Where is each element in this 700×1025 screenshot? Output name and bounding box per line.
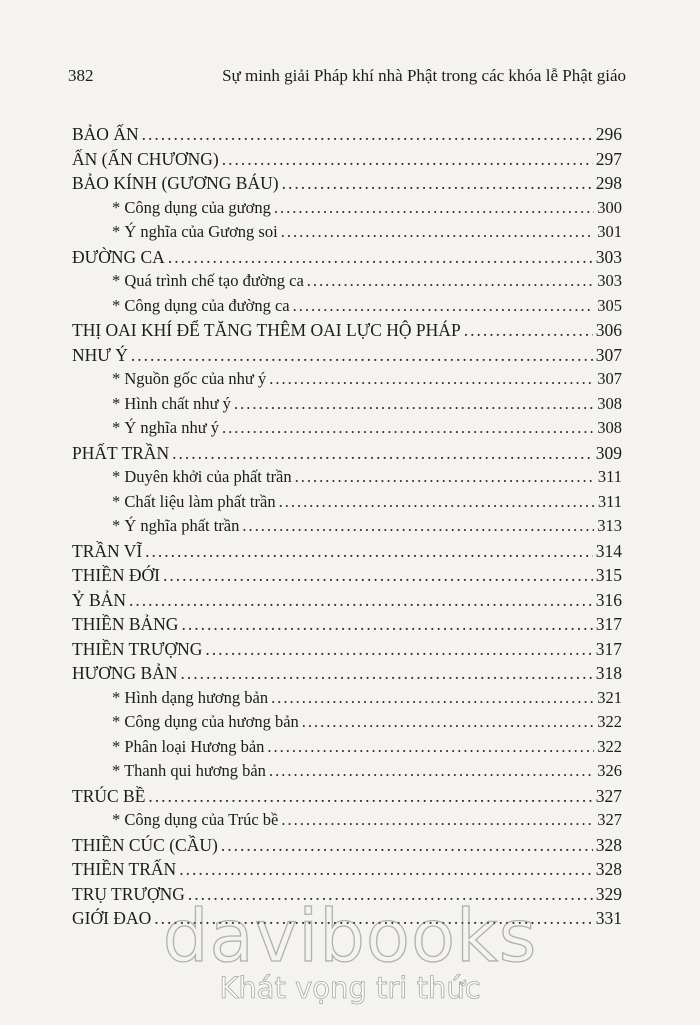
- toc-entry-title: THIỀN CÚC (CẦU): [72, 834, 218, 855]
- toc-entry-title: * Ý nghĩa phất trần: [112, 516, 240, 535]
- dot-leader: [267, 735, 594, 760]
- toc-entry-title: BẢO ẤN: [72, 124, 139, 144]
- toc-entry-page: 322: [597, 712, 622, 731]
- table-of-contents: [72, 122, 622, 931]
- toc-entry: [72, 784, 622, 809]
- toc-subentry: [72, 220, 622, 245]
- toc-entry-page: 326: [597, 761, 622, 780]
- toc-entry-page: 316: [595, 589, 622, 610]
- toc-subentry: [72, 808, 622, 833]
- dot-leader: [222, 147, 593, 172]
- toc-entry: [72, 833, 622, 858]
- toc-entry-page: 308: [597, 393, 622, 413]
- dot-leader: [181, 612, 592, 637]
- toc-subentry: [72, 735, 622, 760]
- toc-entry-title: * Duyên khởi của phất trần: [112, 467, 292, 486]
- toc-entry-title: * Công dụng của gương: [112, 197, 271, 217]
- toc-entry-title: NHƯ Ý: [72, 344, 128, 365]
- toc-subentry: [72, 294, 622, 319]
- watermark-brand: davibooks: [162, 894, 538, 978]
- toc-entry: [72, 539, 622, 564]
- toc-entry-page: 307: [597, 369, 622, 388]
- toc-entry-title: * Công dụng của đường ca: [112, 295, 290, 315]
- dot-leader: [148, 784, 592, 809]
- toc-entry-title: BẢO KÍNH (GƯƠNG BÁU): [72, 173, 279, 193]
- watermark: [0, 895, 700, 1005]
- toc-entry-title: Ỷ BẢN: [72, 589, 126, 610]
- toc-subentry: [72, 367, 622, 392]
- toc-entry-title: ẤN (ẤN CHƯƠNG): [72, 148, 219, 169]
- toc-entry-page: 306: [595, 320, 622, 340]
- toc-entry-title: THỊ OAI KHÍ ĐỂ TĂNG THÊM OAI LỰC HỘ PHÁP: [72, 320, 461, 340]
- toc-entry-page: 318: [595, 663, 622, 683]
- toc-entry-page: 301: [597, 222, 622, 241]
- toc-entry-page: 314: [595, 540, 622, 561]
- toc-entry-title: * Quá trình chế tạo đường ca: [112, 271, 304, 290]
- toc-entry-page: 307: [595, 344, 622, 365]
- toc-entry-page: 311: [597, 467, 622, 486]
- dot-leader: [221, 833, 593, 858]
- toc-subentry: [72, 465, 622, 490]
- toc-entry-page: 328: [595, 834, 622, 855]
- toc-subentry: [72, 514, 622, 539]
- toc-entry-page: 327: [595, 785, 622, 806]
- dot-leader: [234, 392, 594, 417]
- dot-leader: [145, 539, 593, 564]
- toc-entry-page: 300: [597, 197, 622, 217]
- toc-entry-title: * Ý nghĩa như ý: [112, 418, 220, 437]
- toc-entry-page: 303: [595, 246, 622, 267]
- toc-entry: [72, 612, 622, 637]
- toc-entry-page: 317: [595, 614, 622, 634]
- dot-leader: [271, 686, 594, 711]
- toc-entry-page: 331: [595, 908, 622, 928]
- toc-entry-title: HƯƠNG BẢN: [72, 663, 178, 683]
- toc-entry-title: THIỀN ĐỚI: [72, 565, 160, 585]
- toc-entry-page: 308: [597, 418, 622, 437]
- toc-entry-title: PHẤT TRẦN: [72, 442, 170, 463]
- toc-entry-page: 315: [595, 565, 622, 585]
- toc-subentry: [72, 710, 622, 735]
- toc-entry: [72, 147, 622, 172]
- toc-entry-title: GIỚI ĐAO: [72, 908, 152, 928]
- toc-entry: [72, 343, 622, 368]
- toc-entry-page: 327: [597, 810, 622, 829]
- dot-leader: [269, 759, 594, 784]
- dot-leader: [279, 490, 595, 515]
- toc-entry-page: 311: [597, 491, 622, 511]
- running-title: Sự minh giải Pháp khí nhà Phật trong các khóa lễ Phật giáo: [222, 66, 626, 85]
- toc-entry-page: 305: [597, 295, 622, 315]
- dot-leader: [302, 710, 594, 735]
- toc-subentry: [72, 686, 622, 711]
- toc-subentry: [72, 759, 622, 784]
- dot-leader: [168, 245, 593, 270]
- toc-entry: [72, 441, 622, 466]
- toc-entry-title: THIỀN BẢNG: [72, 614, 179, 634]
- toc-entry-page: 303: [597, 271, 622, 290]
- toc-entry: [72, 857, 622, 882]
- toc-entry-title: TRẦN VĨ: [72, 540, 143, 561]
- toc-entry-page: 321: [597, 687, 622, 707]
- dot-leader: [242, 514, 594, 539]
- dot-leader: [293, 294, 595, 319]
- toc-entry-page: 296: [595, 124, 622, 144]
- dot-leader: [274, 196, 594, 221]
- dot-leader: [205, 637, 592, 662]
- toc-entry-title: * Công dụng của hương bản: [112, 712, 299, 731]
- dot-leader: [131, 343, 593, 368]
- dot-leader: [163, 563, 593, 588]
- dot-leader: [282, 171, 593, 196]
- toc-entry: [72, 588, 622, 613]
- toc-entry: [72, 171, 622, 196]
- toc-entry: [72, 245, 622, 270]
- toc-entry-title: * Ý nghĩa của Gương soi: [112, 222, 278, 241]
- toc-entry-title: * Hình dạng hương bản: [112, 687, 269, 707]
- toc-entry-page: 317: [595, 638, 622, 659]
- dot-leader: [172, 441, 593, 466]
- toc-entry-title: THIỀN TRƯỢNG: [72, 638, 203, 659]
- toc-entry: [72, 637, 622, 662]
- dot-leader: [281, 220, 595, 245]
- page-header: [68, 66, 626, 90]
- watermark-tagline: Khát vọng tri thức: [219, 971, 481, 1005]
- toc-entry: [72, 122, 622, 147]
- toc-entry-title: * Hình chất như ý: [112, 393, 231, 413]
- dot-leader: [307, 269, 594, 294]
- dot-leader: [295, 465, 595, 490]
- dot-leader: [180, 661, 592, 686]
- toc-subentry: [72, 269, 622, 294]
- dot-leader: [464, 318, 593, 343]
- dot-leader: [222, 416, 594, 441]
- toc-entry-page: 297: [595, 148, 622, 169]
- toc-entry-title: * Phân loại Hương bản: [112, 736, 265, 756]
- toc-entry-title: * Công dụng của Trúc bề: [112, 810, 279, 829]
- toc-entry-title: * Thanh qui hương bản: [112, 761, 266, 780]
- toc-entry-title: ĐƯỜNG CA: [72, 246, 165, 267]
- toc-entry-title: TRÚC BỀ: [72, 785, 146, 806]
- toc-entry-title: TRỤ TRƯỢNG: [72, 883, 185, 904]
- toc-entry: [72, 563, 622, 588]
- toc-entry-page: 298: [595, 173, 622, 193]
- dot-leader: [142, 122, 593, 147]
- toc-entry-title: * Nguồn gốc của như ý: [112, 369, 267, 388]
- toc-subentry: [72, 392, 622, 417]
- dot-leader: [281, 808, 594, 833]
- toc-entry: [72, 318, 622, 343]
- dot-leader: [129, 588, 593, 613]
- toc-entry: [72, 661, 622, 686]
- page-number: 382: [68, 66, 94, 85]
- toc-subentry: [72, 490, 622, 515]
- toc-entry-page: 329: [595, 883, 622, 904]
- dot-leader: [269, 367, 594, 392]
- toc-entry-title: THIỀN TRẤN: [72, 859, 177, 879]
- toc-entry-page: 309: [595, 442, 622, 463]
- toc-entry-page: 328: [595, 859, 622, 879]
- toc-subentry: [72, 416, 622, 441]
- toc-subentry: [72, 196, 622, 221]
- toc-entry-title: * Chất liệu làm phất trần: [112, 491, 276, 511]
- toc-entry-page: 322: [597, 736, 622, 756]
- dot-leader: [179, 857, 593, 882]
- toc-entry-page: 313: [597, 516, 622, 535]
